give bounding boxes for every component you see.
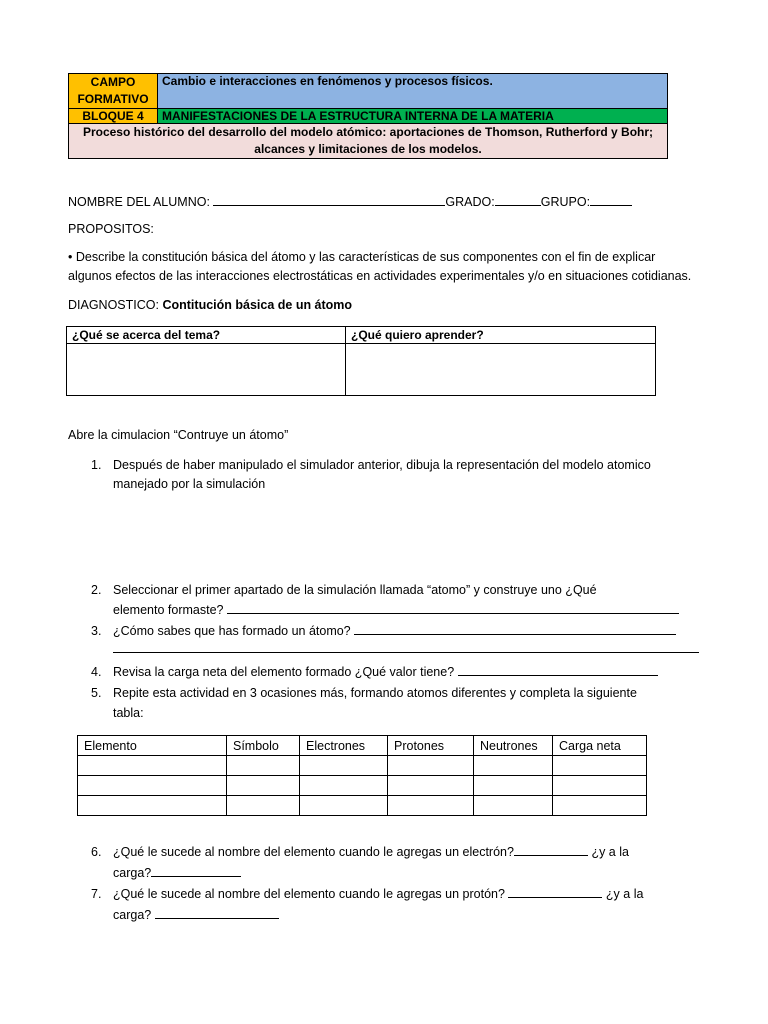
table-cell[interactable] — [300, 796, 388, 816]
diagnostico-answer-2[interactable] — [346, 344, 656, 396]
table-row — [78, 776, 647, 796]
table-cell[interactable] — [78, 756, 227, 776]
table-cell[interactable] — [474, 756, 553, 776]
question-1-number: 1. — [91, 458, 102, 472]
question-2-line-2: elemento formaste? — [113, 603, 224, 617]
question-3-blank-1[interactable] — [354, 622, 676, 635]
diagnostico-answer-1[interactable] — [67, 344, 346, 396]
question-6-blank-1[interactable] — [514, 843, 588, 856]
question-3-number: 3. — [91, 624, 102, 638]
table-cell[interactable] — [78, 796, 227, 816]
question-6-number: 6. — [91, 845, 102, 859]
question-7-number: 7. — [91, 887, 102, 901]
diagnostico-col-1: ¿Qué se acerca del tema? — [67, 327, 346, 344]
table-row — [78, 756, 647, 776]
question-2-number: 2. — [91, 583, 102, 597]
table-cell[interactable] — [553, 756, 647, 776]
diagnostico-heading — [68, 298, 352, 312]
question-5-number: 5. — [91, 686, 102, 700]
header-elemento: Elemento — [78, 736, 227, 756]
bloque-value: MANIFESTACIONES DE LA ESTRUCTURA INTERNA DE LA MATERIA — [158, 109, 668, 124]
header-protones: Protones — [388, 736, 474, 756]
table-cell[interactable] — [388, 796, 474, 816]
propositos-line-2: algunos efectos de las interacciones electrostáticas en actividades experimentales y/o en situaciones cotidianas. — [68, 269, 692, 283]
table-row — [78, 796, 647, 816]
header-carga-neta: Carga neta — [553, 736, 647, 756]
question-4 — [91, 662, 701, 683]
proceso-line-1: Proceso histórico del desarrollo del modelo atómico: aportaciones de Thomson, Rutherford y Bohr; — [82, 125, 654, 139]
question-5 — [91, 683, 701, 720]
table-cell[interactable] — [474, 776, 553, 796]
proceso-cell — [69, 124, 668, 159]
question-3 — [91, 621, 701, 642]
question-7-line-1a: ¿Qué le sucede al nombre del elemento cuando le agregas un protón? — [113, 887, 505, 901]
table-cell[interactable] — [553, 776, 647, 796]
header-neutrones: Neutrones — [474, 736, 553, 756]
question-1 — [91, 455, 691, 491]
question-6-blank-2[interactable] — [151, 864, 241, 877]
question-7 — [91, 884, 701, 922]
question-7-line-2: carga? — [113, 908, 152, 922]
grupo-blank[interactable] — [590, 193, 632, 206]
question-2 — [91, 580, 701, 617]
elements-table-header — [78, 736, 647, 756]
intro-text: Abre la cimulacion “Contruye un átomo” — [68, 428, 289, 442]
table-cell[interactable] — [300, 776, 388, 796]
diagnostico-col-2: ¿Qué quiero aprender? — [346, 327, 656, 344]
question-6 — [91, 842, 701, 880]
nombre-blank[interactable] — [213, 193, 445, 206]
question-1-line-1: Después de haber manipulado el simulador anterior, dibuja la representación del modelo atomico — [113, 458, 651, 472]
header-table — [68, 73, 668, 159]
table-cell[interactable] — [388, 756, 474, 776]
question-4-blank[interactable] — [458, 663, 658, 676]
question-7-line-1b: ¿y a la — [605, 887, 644, 901]
question-2-blank[interactable] — [227, 601, 679, 614]
question-3-blank-2[interactable] — [113, 640, 699, 653]
question-1-line-2: manejado por la simulación — [113, 477, 266, 491]
question-7-blank-1[interactable] — [508, 885, 602, 898]
header-simbolo: Símbolo — [227, 736, 300, 756]
nombre-label: NOMBRE DEL ALUMNO: — [68, 195, 210, 209]
table-cell[interactable] — [474, 796, 553, 816]
student-info-line — [68, 193, 632, 209]
table-cell[interactable] — [388, 776, 474, 796]
campo-formativo-label: CAMPO FORMATIVO — [69, 74, 158, 109]
grupo-label: GRUPO: — [540, 195, 591, 209]
question-5-line-1: Repite esta actividad en 3 ocasiones más, formando atomos diferentes y completa la siguiente — [113, 686, 637, 700]
table-cell[interactable] — [227, 756, 300, 776]
proceso-line-2: alcances y limitaciones de los modelos. — [254, 142, 482, 156]
diagnostico-title: Contitución básica de un átomo — [162, 298, 353, 312]
question-2-line-1: Seleccionar el primer apartado de la simulación llamada “atomo” y construye uno ¿Qué — [113, 583, 597, 597]
header-electrones: Electrones — [300, 736, 388, 756]
grado-label: GRADO: — [445, 195, 495, 209]
propositos-heading: PROPOSITOS: — [68, 222, 154, 236]
table-cell[interactable] — [553, 796, 647, 816]
table-cell[interactable] — [78, 776, 227, 796]
grado-blank[interactable] — [495, 193, 541, 206]
diagnostico-table — [66, 326, 656, 396]
diagnostico-label: DIAGNOSTICO: — [68, 298, 159, 312]
question-6-line-1a: ¿Qué le sucede al nombre del elemento cuando le agregas un electrón? — [113, 845, 514, 859]
table-cell[interactable] — [300, 756, 388, 776]
propositos-line-1: • Describe la constitución básica del átomo y las características de sus componentes con el fin de explicar — [68, 250, 656, 264]
question-6-line-1b: ¿y a la — [591, 845, 629, 859]
elements-table — [77, 735, 647, 816]
question-7-blank-2[interactable] — [155, 906, 279, 919]
campo-formativo-value: Cambio e interacciones en fenómenos y procesos físicos. — [158, 74, 668, 109]
question-4-line-1: Revisa la carga neta del elemento formado ¿Qué valor tiene? — [113, 665, 455, 679]
bloque-label: BLOQUE 4 — [69, 109, 158, 124]
table-cell[interactable] — [227, 776, 300, 796]
table-cell[interactable] — [227, 796, 300, 816]
question-4-number: 4. — [91, 665, 102, 679]
question-5-line-2: tabla: — [113, 706, 144, 720]
question-6-line-2: carga? — [113, 866, 152, 880]
question-3-line-1: ¿Cómo sabes que has formado un átomo? — [113, 624, 351, 638]
